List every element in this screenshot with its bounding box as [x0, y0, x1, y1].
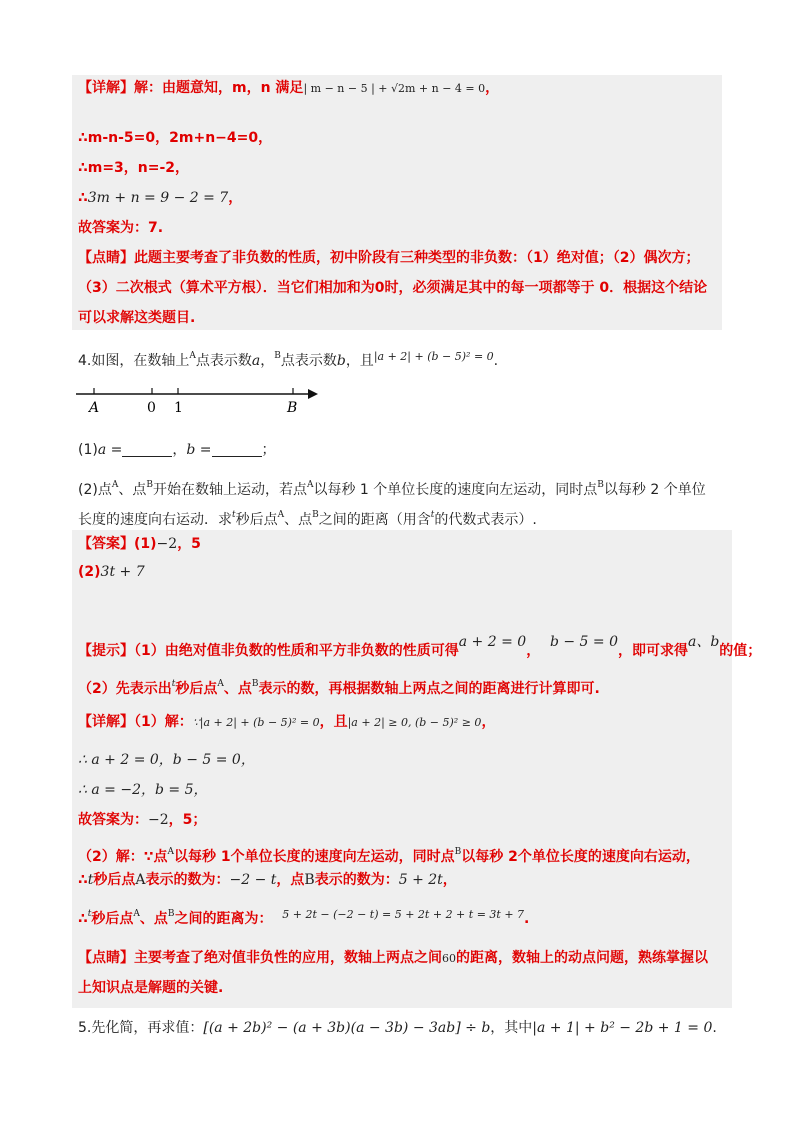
- solution-line-3: ∴ a = −2，b = 5，: [78, 782, 208, 798]
- axis-label-0: 0: [147, 400, 156, 416]
- solution-line-2: ∴ a + 2 = 0，b − 5 = 0，: [78, 752, 255, 768]
- solution-line-5: （2）解：∵点$^A$以每秒 1个单位长度的速度向左运动，同时点$^B$以每秒 2个单位长度的速度向右运动，: [78, 847, 700, 865]
- answer-line-1: 【答案】(1)−2，5: [78, 536, 201, 552]
- hint-line-2: （2）先表示出$^t$秒后点$^A$、点$^B$表示的数，再根据数轴上两点之间的距离进行计算即可.: [78, 679, 600, 697]
- detail-line-3: ∴m=3，n=-2，: [78, 160, 190, 176]
- comment-line-2: （3）二次根式（算术平方根）．当它们相加和为0时，必须满足其中的每一项都等于 0．根据这个结论: [78, 280, 708, 296]
- answer-blank-a[interactable]: [122, 442, 172, 457]
- question-4-part-2-line-1: (2)点$^A$、点$^B$开始在数轴上运动，若点$^A$以每秒 1 个单位长度的速度向左运动，同时点$^B$以每秒 2 个单位: [78, 480, 706, 498]
- hint-line-1: 【提示】（1）由绝对值非负数的性质和平方非负数的性质可得a + 2 = 0， b − 5 = 0，即可求得a、b的值；: [78, 634, 762, 659]
- axis-label-A: A: [89, 400, 100, 416]
- answer-line-2: (2)3t + 7: [78, 564, 145, 580]
- summary-line-2: 上知识点是解题的关键.: [78, 980, 224, 996]
- number-line-figure: [74, 384, 334, 424]
- solution-line-1: 【详解】（1）解：∵|a + 2| + (b − 5)² = 0，且|a + 2| ≥ 0, (b − 5)² ≥ 0，: [78, 714, 496, 730]
- answer-blank-b[interactable]: [212, 442, 262, 457]
- question-4-stem: 4.如图，在数轴上$^A$点表示数a，$^B$点表示数b，且$^{|a + 2| + (b - 5)^2 = 0}$.: [78, 350, 499, 369]
- detail-line-1: 【详解】解：由题意知，m，n 满足| m − n − 5 | + √2m + n − 4 = 0，: [78, 80, 500, 96]
- solution-line-7: ∴$^t$秒后点$^A$、点$^B$之间的距离为： $^{5 + 2t - (-2 - t) = 5 + 2t + 2 + t = 3t + 7}$.: [78, 908, 530, 927]
- comment-line-3: 可以求解这类题目.: [78, 310, 196, 326]
- summary-line-1: 【点睛】主要考查了绝对值非负性的应用，数轴上两点之间60的距离，数轴上的动点问题，熟练掌握以: [78, 950, 708, 966]
- solution-line-4: 故答案为：−2，5；: [78, 812, 207, 828]
- detail-line-2: ∴m-n-5=0，2m+n−4=0，: [78, 130, 273, 146]
- comment-line-1: 【点睛】此题主要考查了非负数的性质，初中阶段有三种类型的非负数：（1）绝对值；（2）偶次方；: [78, 250, 700, 266]
- detail-line-4: ∴3m + n = 9 − 2 = 7，: [78, 190, 243, 206]
- axis-label-1: 1: [174, 400, 183, 416]
- final-answer-line: 故答案为：7.: [78, 220, 164, 236]
- question-4-part-2-line-2: 长度的速度向右运动．求$^t$秒后点$^A$、点$^B$之间的距离（用含$^t$的代数式表示）.: [78, 510, 537, 528]
- question-4-part-1: (1)a = ，b = ；: [78, 442, 276, 458]
- arrow-head-icon: [308, 389, 318, 399]
- axis-label-B: B: [287, 400, 298, 416]
- question-5-stem: 5.先化简，再求值：[(a + 2b)² − (a + 3b)(a − 3b) − 3ab] ÷ b，其中|a + 1| + b² − 2b + 1 = 0.: [78, 1020, 717, 1036]
- solution-line-6: ∴t秒后点A表示的数为：−2 − t，点B表示的数为：5 + 2t，: [78, 872, 457, 888]
